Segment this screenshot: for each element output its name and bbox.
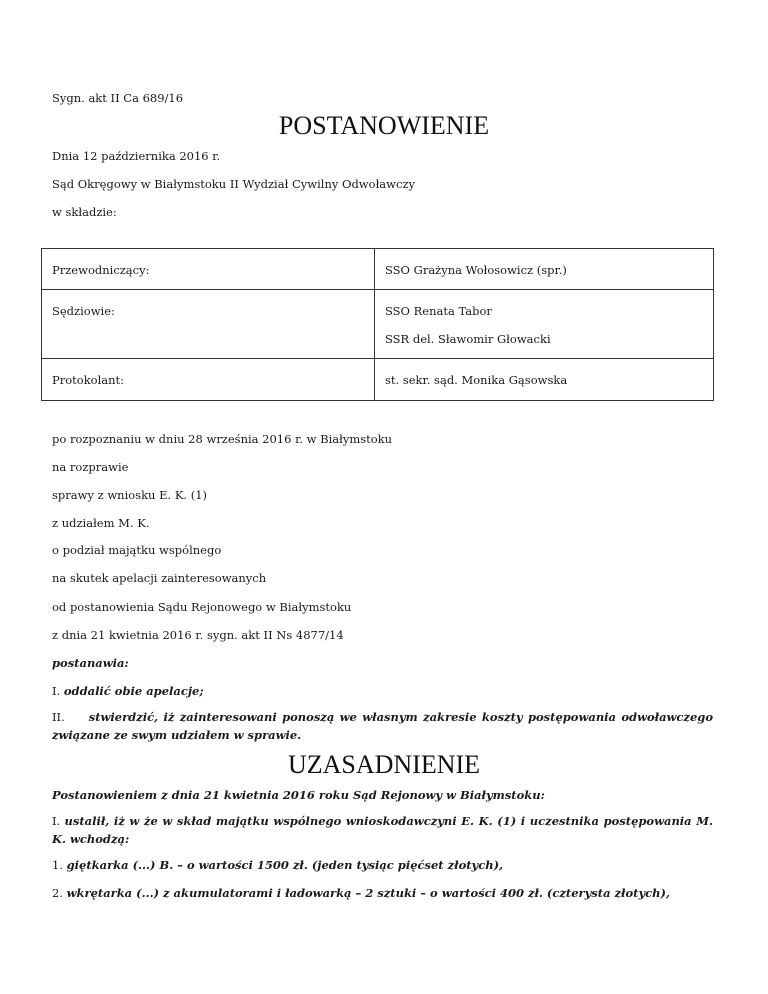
court-line: Sąd Okręgowy w Białymstoku II Wydział Cywilny Odwoławczy [52, 177, 416, 191]
proceedings-line: z udziałem M. K. [52, 516, 150, 530]
justification-intro: Postanowieniem z dnia 21 kwietnia 2016 roku Sąd Rejonowy w Białymstoku: [52, 788, 545, 802]
proceedings-line: od postanowienia Sądu Rejonowego w Białymstoku [52, 600, 352, 614]
proceedings-line: sprawy z wniosku E. K. (1) [52, 488, 208, 502]
decision-item-2 [52, 708, 713, 744]
case-signature: Sygn. akt II Ca 689/16 [52, 91, 184, 105]
role-judges: Sędziowie: [52, 304, 115, 318]
list-item-text: giętkarka (...) B. – o wartości 1500 zł. (jeden tysiąc pięćset złotych), [66, 858, 504, 872]
decides-label: postanawia: [52, 656, 129, 670]
decision-item-1 [52, 684, 204, 698]
list-item [52, 886, 670, 900]
table-row [42, 290, 714, 359]
justification-point-text: ustalił, iż w że w skład majątku wspólnego wnioskodawczyni E. K. (1) i uczestnika postępowania M. K. wchodzą: [52, 814, 713, 846]
proceedings-line: o podział majątku wspólnego [52, 543, 222, 557]
composition-table [41, 248, 714, 401]
list-item [52, 858, 503, 872]
person-chairman: SSO Grażyna Wołosowicz (spr.) [385, 263, 567, 277]
decision-item-2-text: stwierdzić, iż zainteresowani ponoszą we własnym zakresie koszty postępowania odwoławczego związane ze swym udziałem w sprawie. [52, 710, 713, 742]
proceedings-line: po rozpoznaniu w dniu 28 września 2016 r. w Białymstoku [52, 432, 393, 446]
role-clerk: Protokolant: [52, 373, 125, 387]
justification-point-1 [52, 812, 713, 848]
table-row [42, 359, 714, 401]
list-item-number: 2. [52, 886, 63, 900]
proceedings-line: na rozprawie [52, 460, 129, 474]
date-line: Dnia 12 października 2016 r. [52, 149, 221, 163]
table-row [42, 249, 714, 290]
list-item-text: wkrętarka (...) z akumulatorami i ładowarką – 2 sztuki – o wartości 400 zł. (czterysta złotych), [66, 886, 670, 900]
proceedings-line: z dnia 21 kwietnia 2016 r. sygn. akt II Ns 4877/14 [52, 628, 344, 642]
role-chairman: Przewodniczący: [52, 263, 150, 277]
decision-item-2-number: II. [52, 710, 65, 724]
justification-point-number: I. [52, 814, 61, 828]
decision-item-1-text: oddalić obie apelacje; [63, 684, 204, 698]
list-item-number: 1. [52, 858, 63, 872]
person-clerk: st. sekr. sąd. Monika Gąsowska [385, 373, 568, 387]
person-judge-1: SSO Renata Tabor [385, 304, 492, 318]
composition-intro: w składzie: [52, 205, 117, 219]
document-title: POSTANOWIENIE [278, 111, 490, 140]
person-judge-2: SSR del. Sławomir Głowacki [385, 332, 551, 346]
decision-item-1-number: I. [52, 684, 61, 698]
proceedings-line: na skutek apelacji zainteresowanych [52, 571, 267, 585]
justification-title: UZASADNIENIE [287, 750, 481, 779]
